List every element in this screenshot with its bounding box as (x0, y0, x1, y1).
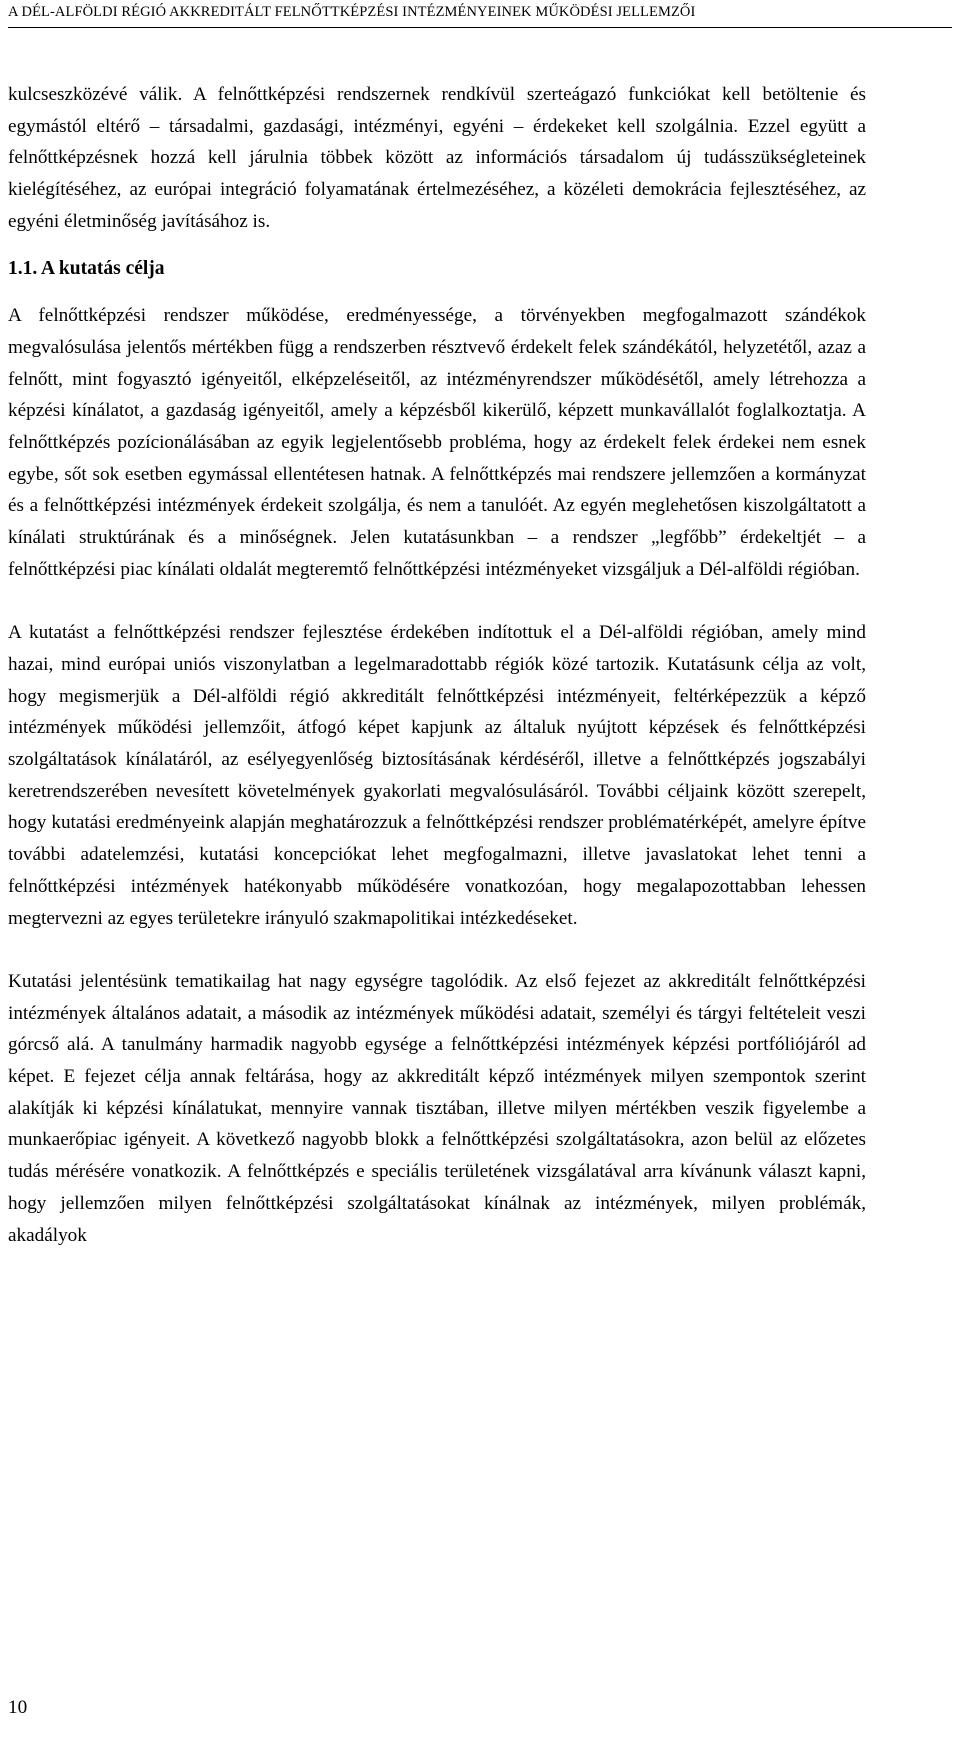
body-paragraph-2: A kutatást a felnőttképzési rendszer fejlesztése érdekében indítottuk el a Dél-alföldi régióban, amely mind hazai, mind európai uniós viszonylatban a legelmaradottabb régiók közé tartozik. Kutatásunk célja az volt, hogy megismerjük a Dél-alföldi régió akkreditált felnőttképzési intézményeit, feltérképezzük a képző intézmények működési jellemzőit, átfogó képet kapjunk az általuk nyújtott képzések és felnőttképzési szolgáltatások kínálatáról, az esélyegyenlőség biztosításának kérdéséről, illetve a felnőttképzés jogszabályi keretrendszerében nevesített követelmények gyakorlati megvalósulásáról. További céljaink között szerepelt, hogy kutatási eredményeink alapján meghatározzuk a felnőttképzési rendszer problématérképét, amelyre építve további adatelemzési, kutatási koncepciókat lehet megfogalmazni, illetve javaslatokat lehet tenni a felnőttképzési intézmények hatékonyabb működésére vonatkozóan, hogy megalapozottabban lehessen megtervezni az egyes területekre irányuló szakmapolitikai intézkedéseket. (8, 622, 866, 929)
body-paragraph-1: A felnőttképzési rendszer működése, eredményessége, a törvényekben megfogalmazott szándékok megvalósulása jelentős mértékben függ a rendszerben résztvevő érdekelt felek szándékától, helyzetétől, azaz a felnőtt, mint fogyasztó igényeitől, elképzeléseitől, az intézményrendszer működésétől, amely létrehozza a képzési kínálatot, a gazdaság igényeitől, amely a képzésből kikerülő, képzett munkavállalót foglalkoztatja. A felnőttképzés pozícionálásában az egyik legjelentősebb probléma, hogy az érdekelt felek érdekei nem esnek egybe, sőt sok esetben egymással ellentétesen hatnak. A felnőttképzés mai rendszere jellemzően a kormányzat és a felnőttképzési intézmények érdekeit szolgálja, és nem a tanulóét. Az egyén meglehetősen kiszolgáltatott a kínálati struktúrának és a minőségnek. Jelen kutatásunkban – a rendszer „legfőbb” érdekeltjét – a felnőttképzési piac kínálati oldalát megteremtő felnőttképzési intézményeket vizsgáljuk a Dél-alföldi régióban. (8, 305, 866, 580)
intro-paragraph: kulcseszközévé válik. A felnőttképzési rendszernek rendkívül szerteágazó funkciókat kell betöltenie és egymástól eltérő – társadalmi, gazdasági, intézményi, egyéni – érdekeket kell szolgálnia. Ezzel együtt a felnőttképzésnek hozzá kell járulnia többek között az információs társadalom új tudásszükségleteinek kielégítéséhez, az európai integráció folyamatának értelmezéséhez, a közéleti demokrácia fejlesztéséhez, az egyéni életminőség javításához is. (8, 84, 866, 232)
header-divider (8, 27, 952, 28)
page-body (8, 79, 866, 1251)
running-header: A DÉL-ALFÖLDI RÉGIÓ AKKREDITÁLT FELNŐTTKÉPZÉSI INTÉZMÉNYEINEK MŰKÖDÉSI JELLEMZŐI (8, 4, 696, 20)
section-heading: 1.1. A kutatás célja (8, 257, 165, 279)
body-paragraph-3: Kutatási jelentésünk tematikailag hat nagy egységre tagolódik. Az első fejezet az akkreditált felnőttképzési intézmények általános adatait, a második az intézmények működési adatait, személyi és tárgyi feltételeit veszi górcső alá. A tanulmány harmadik nagyobb egysége a felnőttképzési intézmények képzési portfóliójáról ad képet. E fejezet célja annak feltárása, hogy az akkreditált képző intézmények milyen szempontok szerint alakítják ki képzési kínálatukat, mennyire vannak tisztában, illetve milyen mértékben veszik figyelembe a munkaerőpiac igényeit. A következő nagyobb blokk a felnőttképzési szolgáltatásokra, azon belül az előzetes tudás mérésére vonatkozik. A felnőttképzés e speciális területének vizsgálatával arra kívánunk választ kapni, hogy jellemzően milyen felnőttképzési szolgáltatásokat kínálnak az intézmények, milyen problémák, akadályok (8, 970, 866, 1246)
page-number: 10 (8, 1697, 28, 1718)
